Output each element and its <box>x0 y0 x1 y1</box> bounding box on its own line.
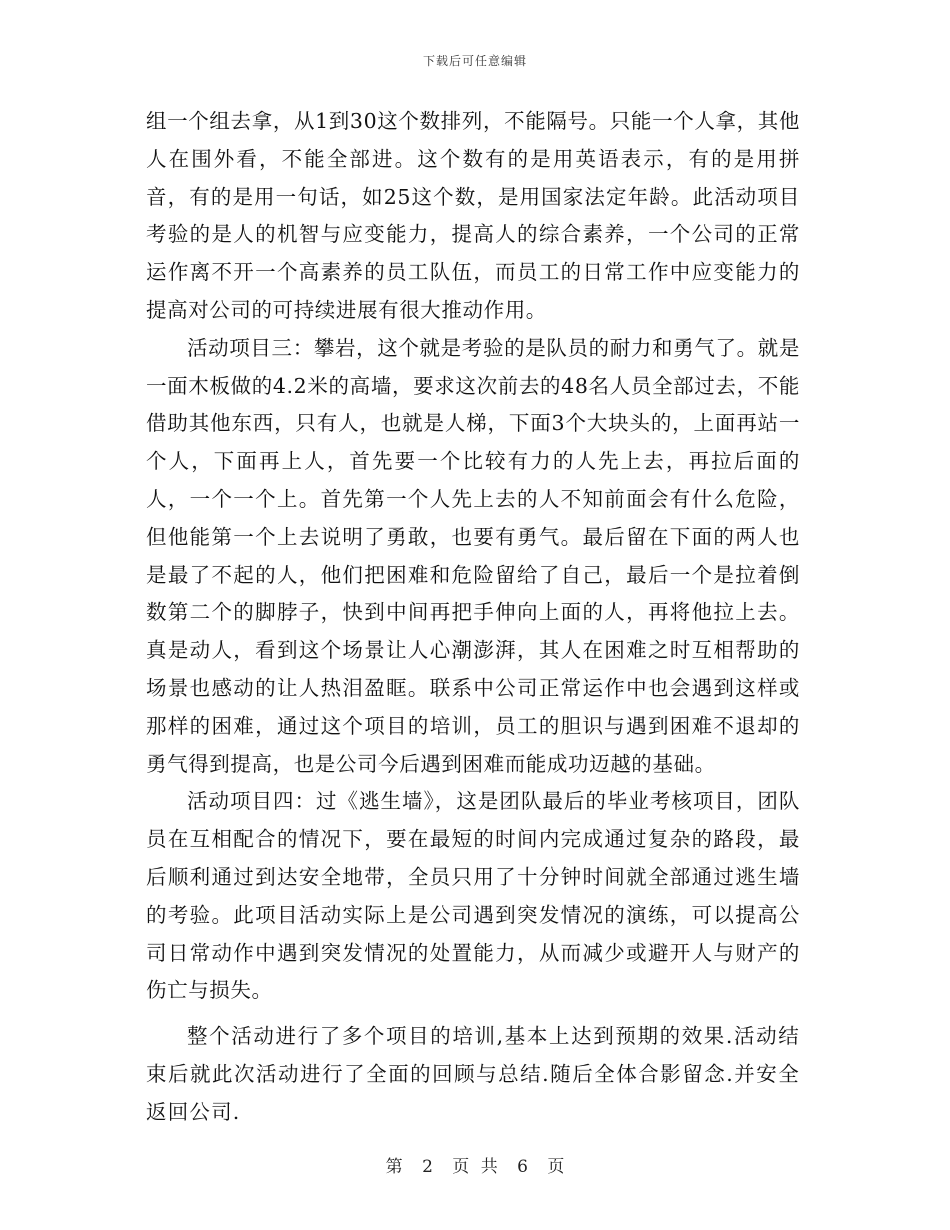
page-label-prefix: 第 <box>385 1157 403 1177</box>
total-page-count: 6 <box>517 1157 528 1177</box>
paragraph-continuation: 组一个组去拿，从1到30这个数排列，不能隔号。只能一个人拿，其他人在围外看，不能全部进。这个数有的是用英语表示，有的是用拼音，有的是用一句话，如25这个数，是用国家法定年龄。此活动项目考验的是人的机智与应变能力，提高人的综合素养，一个公司的正常运作离不开一个高素养的员工队伍，而员工的日常工作中应变能力的提高对公司的可持续进展有很大推动作用。 <box>146 109 800 322</box>
page-header: 下载后可任意编辑 <box>422 54 527 68</box>
paragraph-activity-three: 活动项目三：攀岩，这个就是考验的是队员的耐力和勇气了。就是一面木板做的4.2米的高墙，要求这次前去的48名人员全部过去，不能借助其他东西，只有人，也就是人梯，下面3个大块头的，上面再站一个人，下面再上人，首先要一个比较有力的人先上去，再拉后面的人，一个一个上。首先第一个人先上去的人不知前面会有什么危险，但他能第一个上去说明了勇敢，也要有勇气。最后留在下面的两人也是最了不起的人，他们把困难和危险留给了自己，最后一个是拉着倒数第二个的脚脖子，快到中间再把手伸向上面的人，再将他拉上去。真是动人，看到这个场景让人心潮澎湃，其人在困难之时互相帮助的场景也感动的让人热泪盈眶。联系中公司正常运作中也会遇到这样或那样的困难，通过这个项目的培训，员工的胆识与遇到困难不退却的勇气得到提高，也是公司今后遇到困难而能成功迈越的基础。 <box>146 335 800 776</box>
current-page-number: 2 <box>422 1157 433 1177</box>
document-body <box>146 103 800 1132</box>
paragraph-activity-four: 活动项目四：过《逃生墙》，这是团队最后的毕业考核项目，团队员在互相配合的情况下，要在最短的时间内完成通过复杂的路段，最后顺利通过到达安全地带，全员只用了十分钟时间就全部通过逃生墙的考验。此项目活动实际上是公司遇到突发情况的演练，可以提高公司日常动作中遇到突发情况的处置能力，从而减少或避开人与财产的伤亡与损失。 <box>146 789 800 1003</box>
paragraph-summary: 整个活动进行了多个项目的培训,基本上达到预期的效果.活动结束后就此次活动进行了全面的回顾与总结.随后全体合影留念.并安全返回公司. <box>146 1024 800 1124</box>
page-label-suffix: 页 <box>547 1157 565 1177</box>
page-footer <box>0 1152 950 1177</box>
page-label-middle: 页 共 <box>452 1157 498 1177</box>
